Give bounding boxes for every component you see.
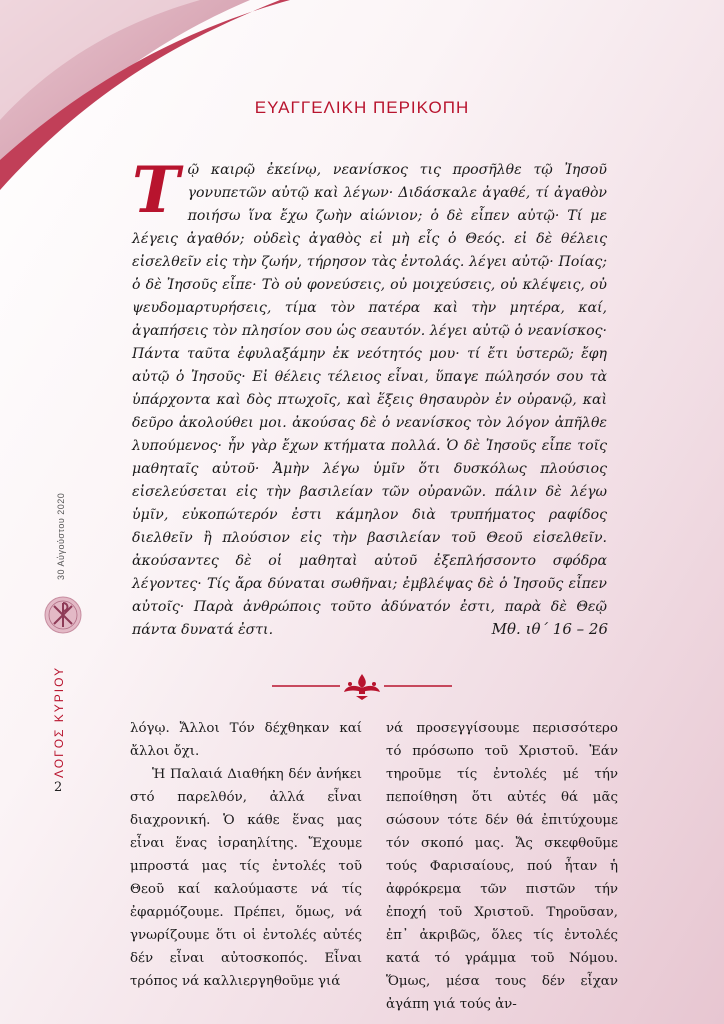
page-title: ΕΥΑΓΓΕΛΙΚΗ ΠΕΡΙΚΟΠΗ	[254, 98, 470, 117]
article-paragraph: Ἡ Παλαιά Διαθήκη δέν ἀνήκει στό παρελθόν, ἀλλά εἶναι διαχρονική. Ὁ κάθε ἕνας μας εἶναι ἕνας ἰσραηλίτης. Ἔχουμε μπροστά μας τίς ἐντολές τοῦ Θεοῦ καί καλούμαστε νά τίς ἐφαρμόζουμε. Πρέπει, ὅμως, νά γνωρίζουμε ὅτι οἱ ἐντολές αὐτές δέν εἶναι αὐτοσκοπός. Εἶναι τρόπος νά καλλιεργηθοῦμε γιά	[130, 767, 362, 989]
article-column-left	[130, 717, 362, 993]
gospel-text: ῷ καιρῷ ἐκείνῳ, νεανίσκος τις προσῆλθε τῷ Ἰησοῦ γονυπετῶν αὐτῷ καὶ λέγων· Διδάσκαλε ἀγαθέ, τί ἀγαθὸν ποιήσω ἵνα ἔχω ζωὴν αἰώνιον; ὁ δὲ εἶπεν αὐτῷ· Τί με λέγεις ἀγαθόν; οὐδεὶς ἀγαθὸς εἰ μὴ εἷς ὁ Θεός. εἰ δὲ θέλεις εἰσελθεῖν εἰς τὴν ζωήν, τήρησον τὰς ἐντολάς. λέγει αὐτῷ· Ποίας; ὁ δὲ Ἰησοῦς εἶπε· Τὸ οὐ φονεύσεις, οὐ μοιχεύσεις, οὐ κλέψεις, οὐ ψευδομαρτυρήσεις, τίμα τὸν πατέρα καὶ τὴν μητέρα, καί, ἀγαπήσεις τὸν πλησίον σου ὡς σεαυτόν. λέγει αὐτῷ ὁ νεανίσκος· Πάντα ταῦτα ἐφυλαξάμην ἐκ νεότητός μου· τί ἔτι ὑστερῶ; ἔφη αὐτῷ ὁ Ἰησοῦς· Εἰ θέλεις τέλειος εἶναι, ὕπαγε πώλησόν σου τὰ ὑπάρχοντα καὶ δὸς πτωχοῖς, καὶ ἕξεις θησαυρὸν ἐν οὐρανῷ, καὶ δεῦρο ἀκολούθει μοι. ἀκούσας δὲ ὁ νεανίσκος τὸν λόγον ἀπῆλθε λυπούμενος· ἦν γὰρ ἔχων κτήματα πολλά. Ὁ δὲ Ἰησοῦς εἶπε τοῖς μαθηταῖς αὐτοῦ· Ἀμὴν λέγω ὑμῖν ὅτι δυσκόλως πλούσιος εἰσελεύσεται εἰς τὴν βασιλείαν τῶν οὐρανῶν. πάλιν δὲ λέγω ὑμῖν, εὐκοπώτερόν ἐστι κάμηλον διὰ τρυπήματος ραφίδος διελθεῖν ἢ πλούσιον εἰς τὴν βασιλείαν τοῦ Θεοῦ εἰσελθεῖν. ἀκούσαντες δὲ οἱ μαθηταὶ αὐτοῦ ἐξεπλήσσοντο σφόδρα λέγοντες· Τίς ἄρα δύναται σωθῆναι; ἐμβλέψας δὲ ὁ Ἰησοῦς εἶπεν αὐτοῖς· Παρὰ ἀνθρώποις τοῦτο ἀδύνατόν ἐστι, παρὰ δὲ Θεῷ πάντα δυνατά ἐστι.	[132, 162, 607, 638]
article-paragraph: νά προσεγγίσουμε περισσότερο τό πρόσωπο τοῦ Χριστοῦ. Ἐάν τηροῦμε τίς ἐντολές μέ τήν πεποίθηση ὅτι αὐτές θά μᾶς σώσουν τότε δέν θά ἐπιτύχουμε τόν σκοπό μας. Ἄς σκεφθοῦμε τούς Φαρισαίους, πού ἦταν ἡ ἀφρόκρεμα τῶν πιστῶν τήν ἐποχή τοῦ Χριστοῦ. Τηροῦσαν, ἐπ᾿ ἀκριβῶς, ὅλες τίς ἐντολές κατά τό γράμμα τοῦ Νόμου. Ὅμως, μέσα τους δέν εἶχαν ἀγάπη γιά τούς ἀν-	[386, 721, 618, 1012]
ornamental-divider	[272, 672, 452, 702]
drop-cap: Τ	[132, 153, 180, 228]
issue-date: 30 Αὐγούστου 2020	[56, 492, 66, 580]
scripture-reference: Μθ. ιθ΄ 16 – 26	[491, 620, 608, 638]
issue-title: ΛΟΓΟΣ ΚΥΡΙΟΥ	[52, 665, 66, 778]
page-number: 2	[54, 780, 63, 795]
article-column-right	[386, 717, 618, 1016]
chi-rho-emblem-icon	[44, 596, 82, 634]
gospel-passage	[132, 153, 607, 642]
article-paragraph: λόγῳ. Ἄλλοι Τόν δέχθηκαν καί ἄλλοι ὄχι.	[130, 721, 362, 759]
